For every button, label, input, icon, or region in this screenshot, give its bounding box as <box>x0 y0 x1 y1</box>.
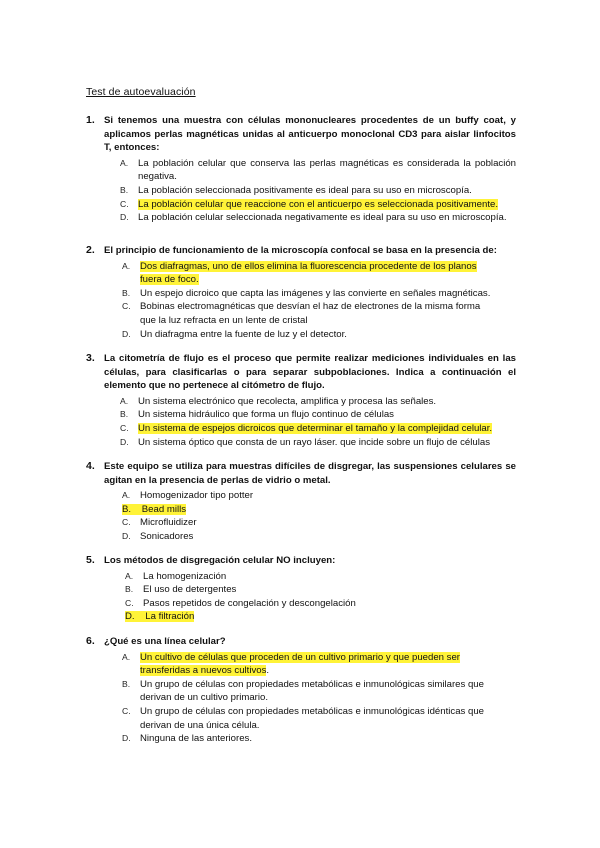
option-text: La población celular seleccionada negativamente es ideal para su uso en microscopía. <box>138 212 507 224</box>
option-d <box>86 732 516 746</box>
option-text: El uso de detergentes <box>143 584 237 596</box>
option-b <box>86 583 516 597</box>
options-list <box>86 395 516 449</box>
option-text: Un sistema hidráulico que forma un flujo continuo de células <box>138 409 394 421</box>
option-letter: C. <box>120 198 129 209</box>
option-text: Un grupo de células con propiedades metabólicas e inmunológicas idénticas que derivan de una única célula. <box>140 705 484 731</box>
option-letter: A. <box>122 260 131 271</box>
option-text-highlighted: Bead mills <box>141 503 187 515</box>
option-letter: A. <box>122 490 131 501</box>
question-text: Este equipo se utiliza para muestras difíciles de disgregar, las suspensiones celulares se agitan en la presencia de perlas de vidrio o metal. <box>104 461 516 486</box>
page-title: Test de autoevaluación <box>86 86 196 98</box>
question-4 <box>86 460 516 544</box>
option-a <box>86 395 516 409</box>
option-b <box>86 287 516 301</box>
question-2 <box>86 244 516 341</box>
option-letter: D. <box>122 733 131 744</box>
option-letter: B. <box>120 409 129 420</box>
option-text: Pasos repetidos de congelación y descongelación <box>143 597 356 609</box>
option-c <box>86 516 516 530</box>
option-c <box>86 198 516 212</box>
question-5 <box>86 554 516 624</box>
question-text: ¿Qué es una línea celular? <box>104 636 226 647</box>
options-list <box>86 489 516 543</box>
option-letter: B. <box>122 678 131 689</box>
option-letter: B. <box>125 584 134 595</box>
option-text: Un sistema óptico que consta de un rayo láser. que incide sobre un flujo de células <box>138 436 490 448</box>
question-number: 3. <box>86 352 95 364</box>
option-letter: C. <box>122 705 131 716</box>
question-3 <box>86 352 516 449</box>
option-a <box>86 157 516 184</box>
option-text-highlighted: La población celular que reaccione con el anticuerpo es seleccionada positivamente. <box>138 198 498 210</box>
option-text: Microfluidizer <box>140 517 197 529</box>
question-text: Los métodos de disgregación celular NO incluyen: <box>104 555 336 566</box>
options-list <box>86 260 516 342</box>
option-letter: C. <box>122 517 131 528</box>
option-letter: D. <box>120 212 129 223</box>
option-letter: B. <box>122 287 131 298</box>
option-text: Un sistema electrónico que recolecta, amplifica y procesa las señales. <box>138 395 437 407</box>
option-letter: D. <box>122 328 131 339</box>
option-c <box>86 300 516 327</box>
question-number: 4. <box>86 460 95 472</box>
option-text: Ninguna de las anteriores. <box>140 733 252 745</box>
option-d <box>86 328 516 342</box>
option-text-highlighted: La filtración <box>145 611 195 623</box>
option-letter: A. <box>120 157 129 168</box>
option-letter: A. <box>122 651 131 662</box>
options-list <box>86 651 516 746</box>
option-text: La homogenización <box>143 570 227 582</box>
option-text: Un diafragma entre la fuente de luz y el detector. <box>140 328 347 340</box>
option-c <box>86 705 516 732</box>
question-number: 6. <box>86 635 95 647</box>
option-letter: C. <box>125 597 134 608</box>
option-letter: D. <box>122 530 131 541</box>
option-text: Un grupo de células con propiedades metabólicas e inmunológicas similares que derivan de un cultivo primario. <box>140 678 484 704</box>
option-letter: B. <box>122 503 132 515</box>
options-list <box>86 570 516 624</box>
question-text: La citometría de flujo es el proceso que permite realizar mediciones individuales en las células, para clasificarlas o para separar subpoblaciones. Indica a continuación el elemento que no pertenece al citómetro de flujo. <box>104 353 516 392</box>
question-number: 1. <box>86 114 95 126</box>
question-number: 5. <box>86 554 95 566</box>
option-letter: C. <box>122 301 131 312</box>
option-c <box>86 422 516 436</box>
option-b <box>86 678 516 705</box>
question-1 <box>86 114 516 225</box>
option-text: Homogenizador tipo potter <box>140 490 254 502</box>
option-b <box>86 184 516 198</box>
option-a: A. Un cultivo de células que proceden de un cultivo primario y que pueden ser transferidas a nuevos cultivos. <box>122 651 460 677</box>
option-letter: B. <box>120 184 129 195</box>
option-d <box>86 211 516 225</box>
option-letter: A. <box>125 570 134 581</box>
option-d <box>86 610 516 624</box>
option-letter: C. <box>120 422 129 433</box>
option-b <box>86 503 516 517</box>
option-text: La población seleccionada positivamente es ideal para su uso en microscopía. <box>138 184 472 196</box>
option-a <box>86 570 516 584</box>
option-text-highlighted: Dos diafragmas, uno de ellos elimina la fluorescencia procedente de los planos fuera de foco. <box>140 260 477 286</box>
option-text: La población celular que conserva las perlas magnéticas es considerada la población negativa. <box>138 157 516 183</box>
question-text: Si tenemos una muestra con células mononucleares procedentes de un buffy coat, y aplicamos perlas magnéticas unidas al anticuerpo monoclonal CD3 para aislar linfocitos T, entonces: <box>104 115 516 154</box>
option-letter: A. <box>120 395 129 406</box>
option-letter: D. <box>120 436 129 447</box>
option-c <box>86 597 516 611</box>
option-b <box>86 408 516 422</box>
option-d <box>86 436 516 450</box>
option-text-highlighted: Un cultivo de células que proceden de un cultivo primario y que pueden ser transferidas a nuevos cultivos <box>140 651 460 677</box>
option-letter: D. <box>125 611 135 623</box>
question-number: 2. <box>86 244 95 256</box>
options-list <box>86 157 516 225</box>
question-6 <box>86 635 516 746</box>
option-text: Bobinas electromagnéticas que desvían el haz de electrones de la misma forma que la luz refracta en un lente de cristal <box>140 301 481 326</box>
question-text: El principio de funcionamiento de la microscopía confocal se basa en la presencia de: <box>104 245 497 256</box>
option-text: Un espejo dicroico que capta las imágenes y las convierte en señales magnéticas. <box>140 287 491 299</box>
option-a <box>86 489 516 503</box>
option-d <box>86 530 516 544</box>
option-a <box>86 260 516 287</box>
option-text-highlighted: Un sistema de espejos dicroicos que determinar el tamaño y la complejidad celular. <box>138 422 493 434</box>
option-text: Sonicadores <box>140 530 194 542</box>
